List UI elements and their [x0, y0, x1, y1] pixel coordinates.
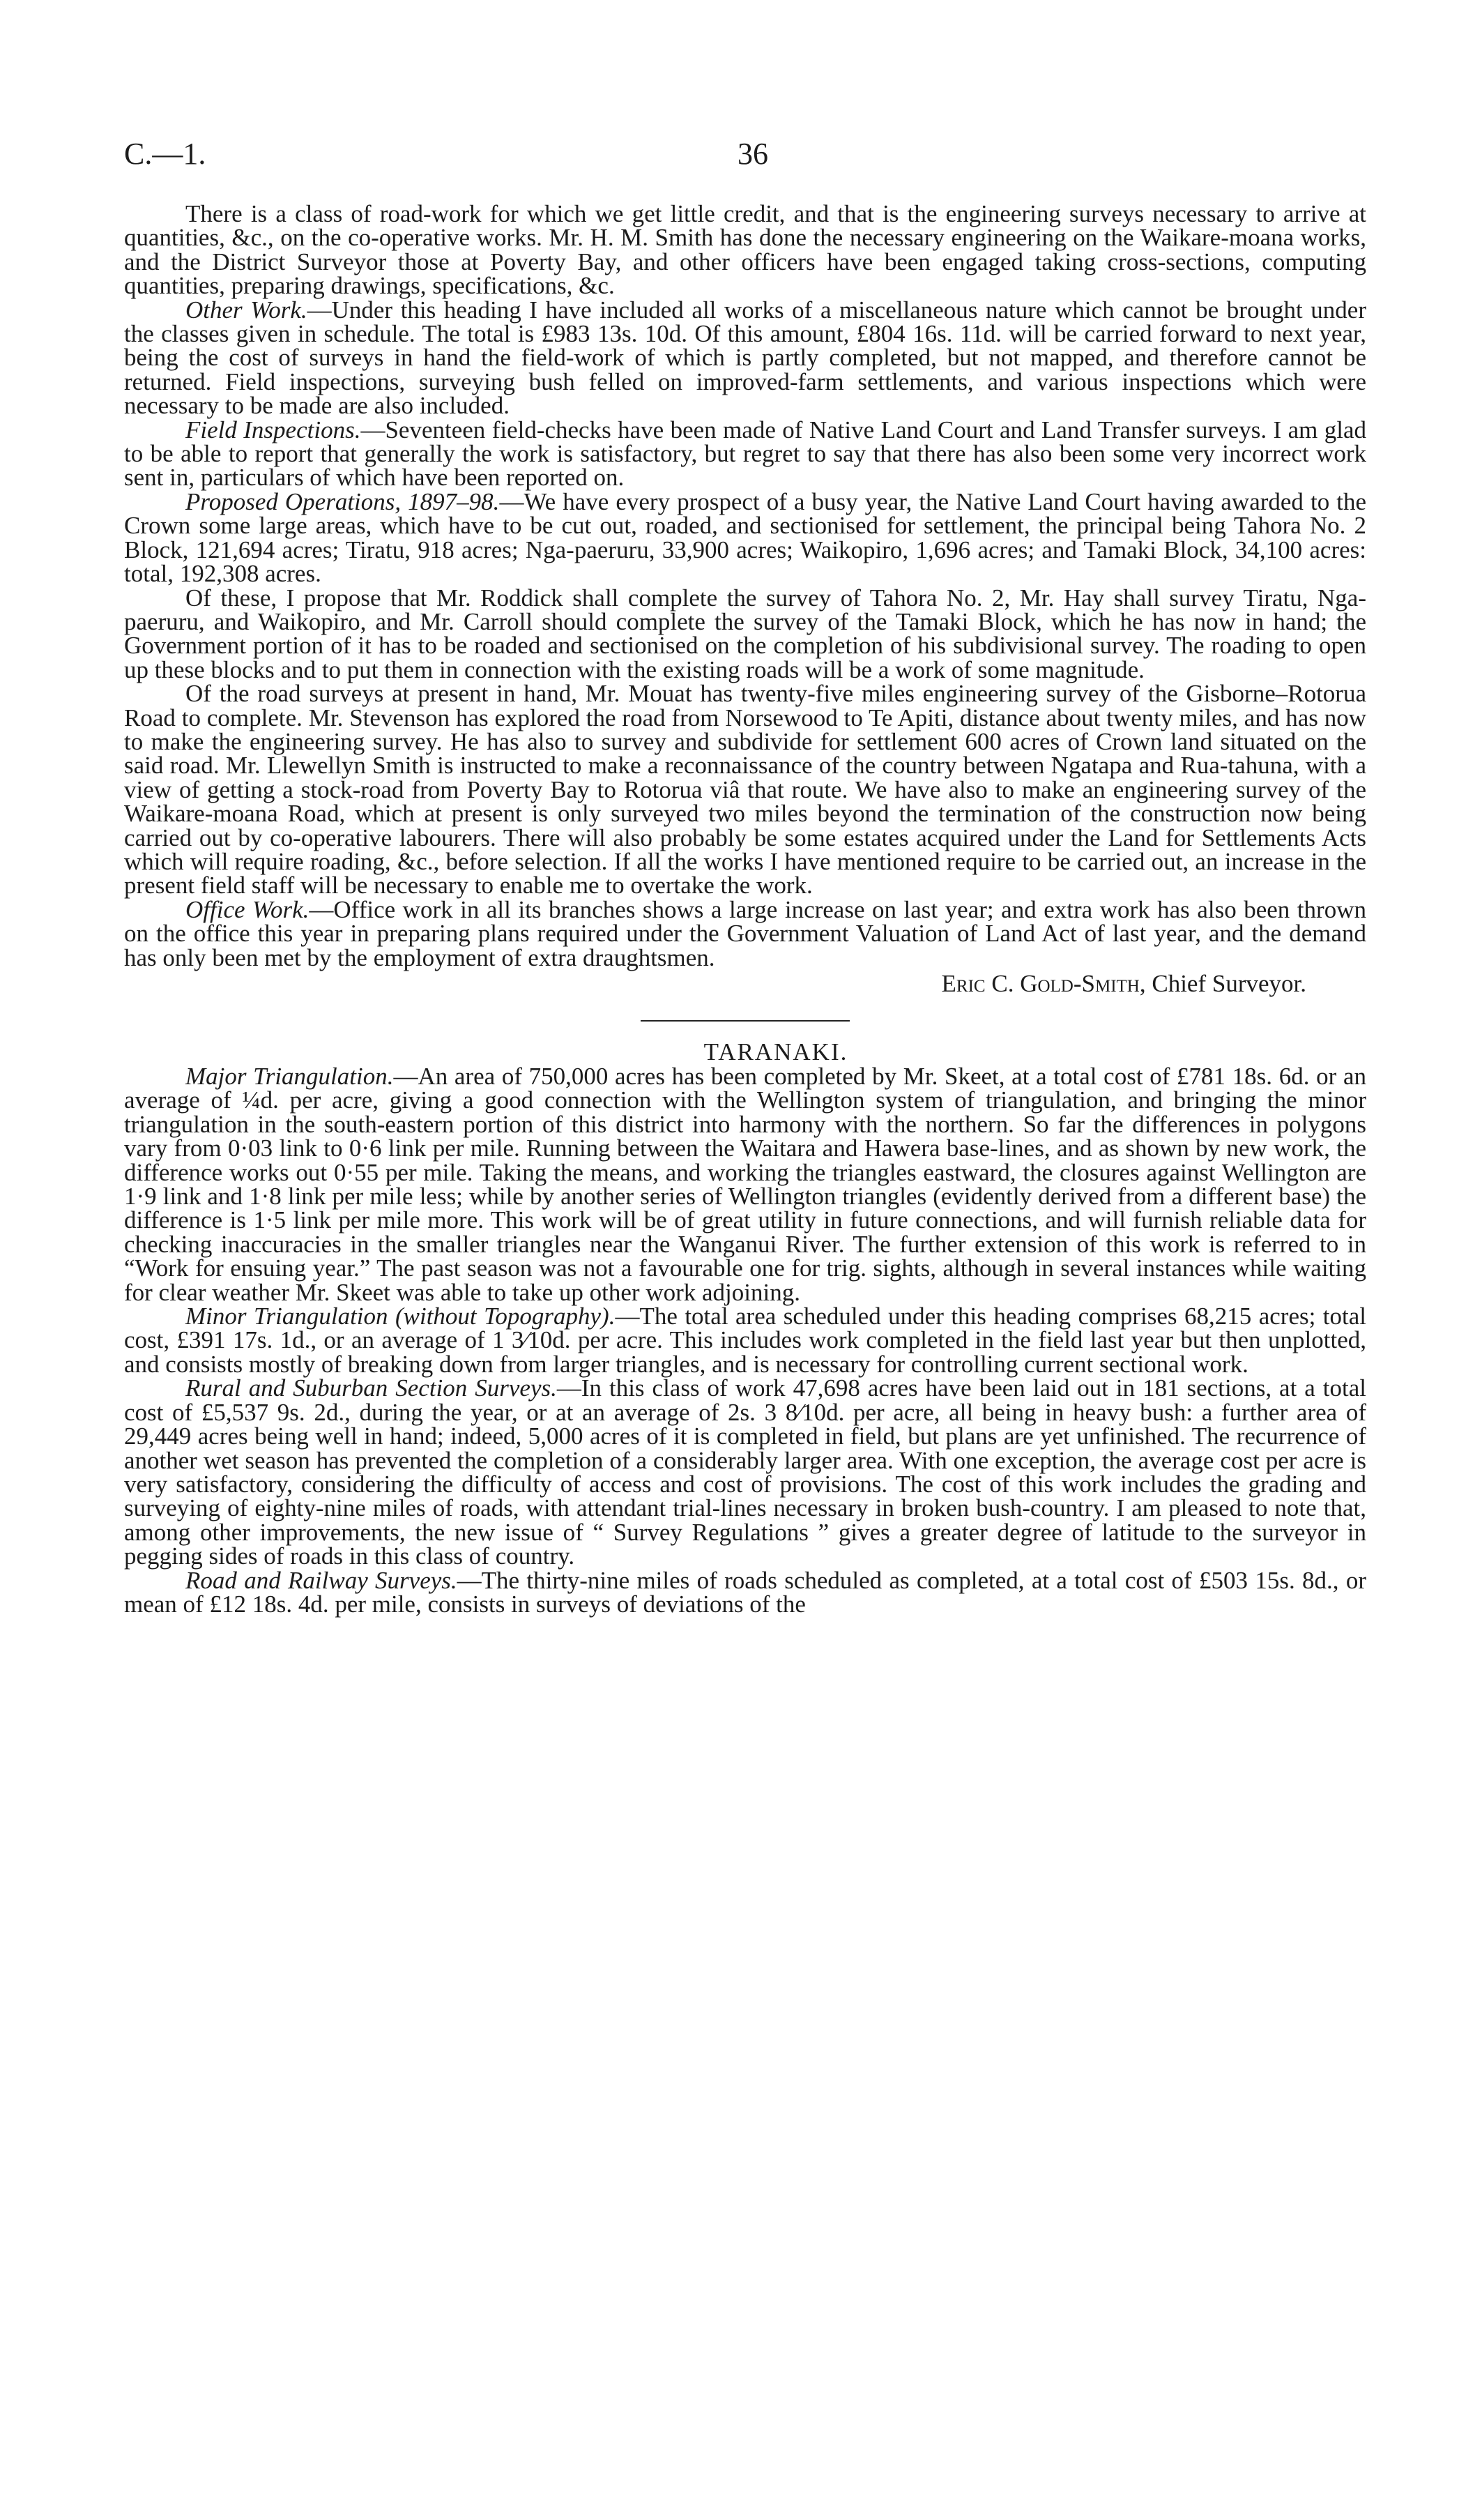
paragraph-heading: Rural and Suburban Section Surveys.	[185, 1374, 557, 1402]
signature-title: , Chief Surveyor.	[1139, 970, 1306, 997]
paragraph-heading: Major Triangulation.	[185, 1063, 394, 1090]
paragraph	[124, 895, 1366, 971]
signature	[124, 970, 1366, 998]
paragraph	[124, 1065, 1366, 1305]
paragraph-text: —Seventeen field-checks have been made of Native Land Court and Land Transfer surveys. I am glad to be able to report that generally the work is satisfactory, but regret to say that there has also been some very incorrect work sent in, particulars of which have been reported on.	[124, 416, 1367, 492]
paragraph-text: Of the road surveys at present in hand, Mr. Mouat has twenty-five miles engineering survey of the Gisborne–Rotorua Road to complete. Mr. Stevenson has explored the road from Norsewood to Te Apiti, distance about twenty miles, and has now to make the engineering survey. He has also to survey and subdivide for settlement 600 acres of Crown land situated on the said road. Mr. Llewellyn Smith is instructed to make a reconnaissance of the country between Ngatapa and Rua-tahuna, with a view of getting a stock-road from Poverty Bay to Rotorua viâ that route. We have also to make an engineering survey of the Waikare-moana Road, which at present is only surveyed two miles beyond the termination of the construction now being carried out by co-operative labourers. There will also probably be some estates acquired under the Land for Settlements Acts which will require roading, &c., before selection. If all the works I have mentioned require to be carried out, an increase in the present field staff will be necessary to enable me to overtake the work.	[124, 680, 1366, 900]
paragraph-text: —Under this heading I have included all works of a miscellaneous nature which cannot be brought under the classes given in schedule. The total is £983 13s. 10d. Of this amount, £804 16s. 11d. will be carried forward to next year, being the cost of surveys in hand the field-work of which is partly completed, but not mapped, and therefore cannot be returned. Field inspections, surveying bush felled on improved-farm settlements, and various inspections which were necessary to be made are also included.	[124, 296, 1366, 420]
paragraph-text: Of these, I propose that Mr. Roddick shall complete the survey of Tahora No. 2, Mr. Hay shall survey Tiratu, Nga-paeruru, and Waikopiro, and Mr. Carroll should complete the survey of the Tamaki Block, which he has now in hand; the Government portion of it has to be roaded and sectionised on the completion of his subdivisional survey. The roading to open up these blocks and to put them in connection with the existing roads will be a work of some magnitude.	[124, 584, 1366, 683]
paragraph-heading: Other Work.	[185, 296, 307, 324]
signature-name: Eric C. Gold-Smith	[941, 970, 1140, 997]
report-body	[124, 202, 1366, 1616]
paragraph-heading: Office Work.	[185, 895, 310, 923]
section-divider	[641, 1020, 850, 1022]
paragraph-heading: Proposed Operations, 1897–98.	[185, 487, 500, 515]
paragraph-heading: Road and Railway Surveys.	[185, 1566, 457, 1594]
paragraph	[124, 1305, 1366, 1376]
page-number: 36	[738, 137, 768, 171]
paragraph-text: —In this class of work 47,698 acres have been laid out in 181 sections, at a total cost of £5,537 9s. 2d., during the year, or at an average of 2s. 3 8⁄10d. per acre, all being in heavy bush: a further area of 29,449 acres being well in hand; indeed, 5,000 acres of it is completed in field, but plans are yet unfinished. The recurrence of another wet season has prevented the completion of a considerably larger area. With one exception, the average cost per acre is very satisfactory, considering the difficulty of access and cost of provisions. The cost of this work includes the grading and surveying of eighty-nine miles of roads, with attendant trial-lines necessary in broken bush-country. I am pleased to note that, among other improvements, the new issue of “ Survey Regulations ” gives a greater degree of latitude to the surveyor in pegging sides of roads in this class of country.	[124, 1374, 1366, 1570]
paragraph	[124, 1566, 1366, 1618]
paragraph	[124, 1376, 1366, 1568]
paragraph	[124, 202, 1366, 298]
paragraph	[124, 418, 1366, 490]
paragraph-text: —The thirty-nine miles of roads scheduled as completed, at a total cost of £503 15s. 8d., or mean of £12 18s. 4d. per mile, consists in surveys of deviations of the	[124, 1566, 1366, 1618]
paragraph-text: —We have every prospect of a busy year, the Native Land Court having awarded to the Crown some large areas, which have to be cut out, roaded, and sectionised for settlement, the principal being Tahora No. 2 Block, 121,694 acres; Tiratu, 918 acres; Nga-paeruru, 33,900 acres; Waikopiro, 1,696 acres; and Tamaki Block, 34,100 acres: total, 192,308 acres.	[124, 487, 1366, 588]
paragraph-text: —The total area scheduled under this heading comprises 68,215 acres; total cost, £391 17s. 1d., or an average of 1 3⁄10d. per acre. This includes work completed in the field last year but then unplotted, and consists mostly of breaking down from larger triangles, and is necessary for controlling current sectional work.	[124, 1303, 1366, 1378]
paragraph	[124, 298, 1366, 418]
paragraph-text: There is a class of road-work for which we get little credit, and that is the engineering surveys necessary to arrive at quantities, &c., on the co-operative works. Mr. H. M. Smith has done the necessary engineering on the Waikare-moana works, and the District Surveyor those at Poverty Bay, and other officers have been engaged taking cross-sections, computing quantities, preparing drawings, specifications, &c.	[124, 200, 1366, 300]
paragraph	[124, 682, 1366, 898]
document-reference: C.—1.	[124, 137, 206, 171]
paragraph	[124, 487, 1366, 588]
paragraph	[124, 586, 1366, 683]
paragraph-heading: Minor Triangulation (without Topography).	[185, 1303, 616, 1330]
paragraph-text: —An area of 750,000 acres has been completed by Mr. Skeet, at a total cost of £781 18s. 6d. or an average of ¼d. per acre, giving a good connection with the Wellington system of triangulation, and bringing the minor triangulation in the south-eastern portion of this district into harmony with the northern. So far the differences in polygons vary from 0·03 link to 0·6 link per mile. Running between the Waitara and Hawera base-lines, and as shown by new work, the difference works out 0·55 per mile. Taking the means, and working the triangles eastward, the closures against Wellington are 1·9 link and 1·8 link per mile less; while by another series of Wellington triangles (evidently derived from a different base) the difference is 1·5 link per mile more. This work will be of great utility in future connections, and will furnish reliable data for checking inaccuracies in the smaller triangles near the Wanganui River. The further extension of this work is referred to in “Work for ensuing year.” The past season was not a favourable one for trig. sights, although in several instances while waiting for clear weather Mr. Skeet was able to take up other work adjoining.	[124, 1063, 1366, 1306]
section-title: TARANAKI.	[703, 1038, 848, 1065]
paragraph-text: —Office work in all its branches shows a large increase on last year; and extra work has also been thrown on the office this year in preparing plans required under the Government Valuation of Land Act of last year, and the demand has only been met by the employment of extra draughtsmen.	[124, 895, 1366, 971]
page-header	[124, 136, 1366, 178]
paragraph-heading: Field Inspections.	[185, 416, 361, 443]
